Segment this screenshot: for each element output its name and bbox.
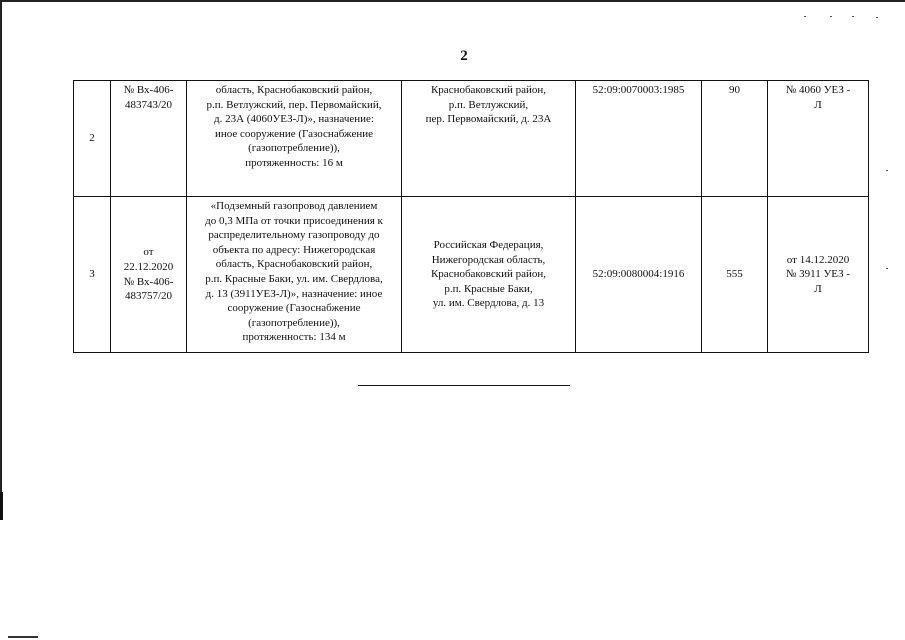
object-description-cell bbox=[187, 81, 402, 197]
description-line: до 0,3 МПа от точки присоединения к bbox=[205, 214, 383, 227]
register-table bbox=[73, 80, 869, 353]
scan-speck bbox=[804, 16, 806, 17]
order-cell bbox=[768, 197, 869, 353]
description-line: (газопотребление)), bbox=[248, 316, 340, 329]
request-doc-cell bbox=[111, 197, 187, 353]
address-line: Краснобаковский район, bbox=[430, 268, 547, 281]
request-doc-line: № Вх-406- bbox=[123, 84, 174, 96]
row-number: 3 bbox=[74, 197, 111, 353]
address-line: р.п. Красные Баки, bbox=[444, 282, 533, 295]
page-number: 2 bbox=[460, 48, 468, 64]
table-row bbox=[74, 197, 869, 353]
description-line: протяженность: 134 м bbox=[242, 331, 346, 344]
scan-speck bbox=[876, 17, 878, 18]
request-doc-line: 483757/20 bbox=[124, 290, 173, 303]
request-doc-line: № Вх-406- bbox=[123, 275, 174, 288]
object-description-cell bbox=[187, 197, 402, 353]
cadastral-number: 52:09:0070003:1985 bbox=[576, 81, 702, 197]
address-line: ул. им. Свердлова, д. 13 bbox=[432, 297, 545, 310]
description-line: д. 13 (3911УЕЗ-Л)», назначение: иное bbox=[205, 287, 383, 300]
order-line: Л bbox=[814, 282, 822, 295]
address-line: Российская Федерация, bbox=[433, 239, 544, 252]
request-doc-line: 483743/20 bbox=[124, 98, 173, 111]
description-line: иное сооружение (Газоснабжение bbox=[214, 127, 374, 140]
scan-border-left bbox=[0, 0, 2, 520]
scan-speck bbox=[886, 268, 888, 269]
request-doc-cell bbox=[111, 81, 187, 197]
cadastral-number: 52:09:0080004:1916 bbox=[576, 197, 702, 353]
row-number: 2 bbox=[74, 81, 111, 197]
description-line: р.п. Красные Баки, ул. им. Свердлова, bbox=[205, 272, 383, 285]
table-row bbox=[74, 81, 869, 197]
description-line: «Подземный газопровод давлением bbox=[210, 200, 378, 212]
request-doc-line: 22.12.2020 bbox=[123, 260, 174, 273]
address-line: пер. Первомайский, д. 23А bbox=[425, 113, 552, 126]
order-line: № 3911 УЕЗ - bbox=[785, 268, 851, 281]
scan-border-left-mark bbox=[0, 492, 3, 520]
scan-border-top bbox=[0, 0, 905, 2]
separator-line bbox=[358, 385, 570, 386]
order-line: от 14.12.2020 bbox=[786, 253, 850, 266]
description-line: область, Краснобаковский район, bbox=[215, 258, 373, 271]
length-value: 90 bbox=[702, 81, 768, 197]
address-line: Краснобаковский район, bbox=[430, 84, 547, 96]
address-line: р.п. Ветлужский, bbox=[448, 98, 529, 111]
order-line: № 4060 УЕЗ - bbox=[785, 84, 851, 96]
order-cell bbox=[768, 81, 869, 197]
address-line: Нижегородская область, bbox=[431, 253, 546, 266]
description-line: сооружение (Газоснабжение bbox=[227, 302, 361, 315]
scan-speck bbox=[852, 16, 854, 17]
description-line: объекта по адресу: Нижегородская bbox=[212, 243, 376, 256]
scan-speck bbox=[830, 16, 832, 17]
description-line: д. 23А (4060УЕЗ-Л)», назначение: bbox=[214, 113, 374, 126]
request-doc-line: от bbox=[143, 246, 154, 259]
order-line: Л bbox=[814, 98, 822, 111]
description-line: область, Краснобаковский район, bbox=[215, 84, 373, 96]
description-line: распределительному газопроводу до bbox=[208, 229, 380, 242]
description-line: р.п. Ветлужский, пер. Первомайский, bbox=[206, 98, 382, 111]
scan-speck bbox=[886, 170, 888, 171]
description-line: протяженность: 16 м bbox=[245, 156, 343, 169]
scan-border-bottom-mark bbox=[8, 636, 38, 638]
address-cell bbox=[402, 81, 576, 197]
length-value: 555 bbox=[702, 197, 768, 353]
description-line: (газопотребление)), bbox=[248, 142, 340, 155]
address-cell bbox=[402, 197, 576, 353]
